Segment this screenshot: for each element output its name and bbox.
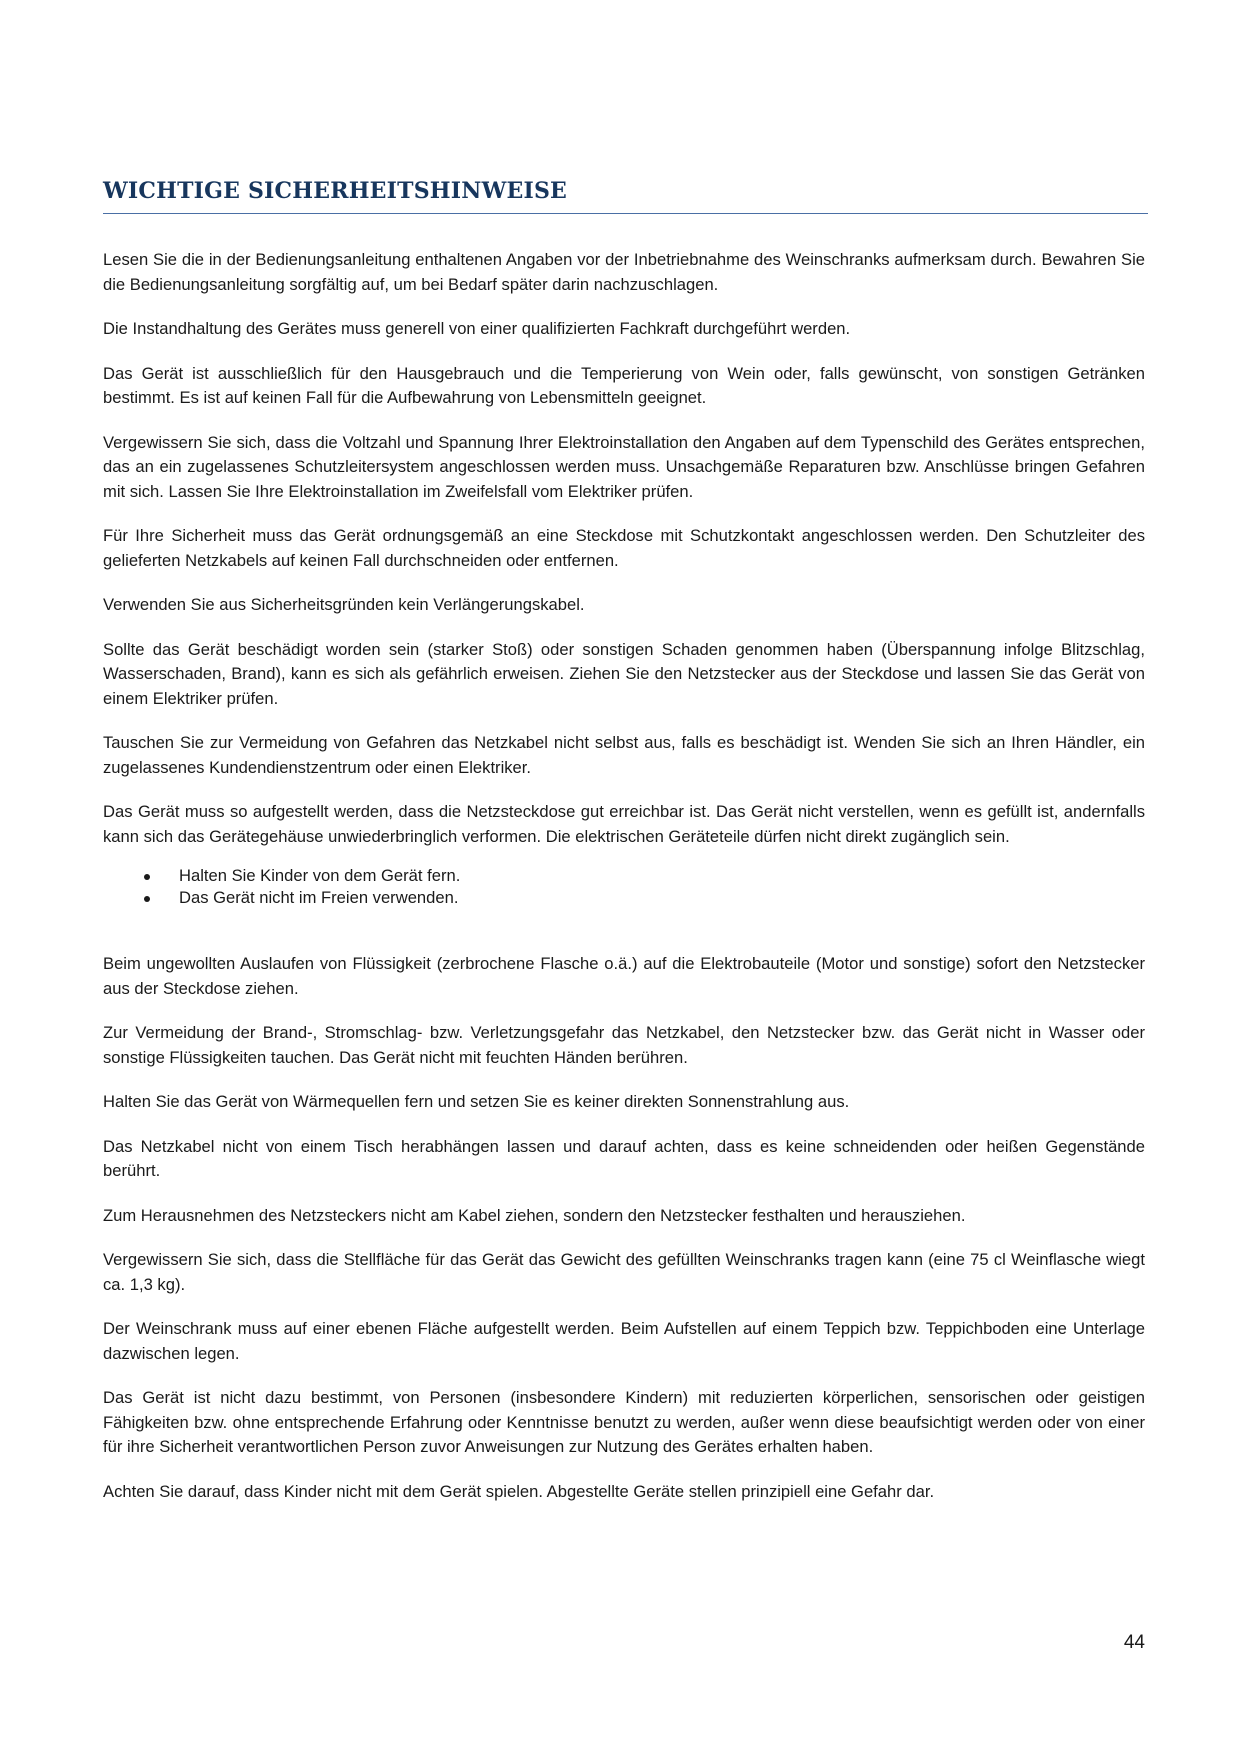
paragraph: Vergewissern Sie sich, dass die Stellfläche für das Gerät das Gewicht des gefüllten Weinschranks tragen kann (eine 75 cl Weinflasche wiegt ca. 1,3 kg). [103, 1250, 1145, 1294]
paragraph: Sollte das Gerät beschädigt worden sein (starker Stoß) oder sonstigen Schaden genommen haben (Überspannung infolge Blitzschlag, Wasserschaden, Brand), kann es sich als gefährlich erweisen. Ziehen Sie den Netzstecker aus der Steckdose und lassen Sie das Gerät von einem Elektriker prüfen. [103, 639, 1145, 708]
paragraph: Zum Herausnehmen des Netzsteckers nicht am Kabel ziehen, sondern den Netzstecker festhalten und herausziehen. [103, 1205, 966, 1225]
paragraph: Die Instandhaltung des Gerätes muss generell von einer qualifizierten Fachkraft durchgeführt werden. [103, 319, 851, 338]
bullet-text: Halten Sie Kinder von dem Gerät fern. [179, 866, 461, 885]
paragraph: Verwenden Sie aus Sicherheitsgründen kein Verlängerungskabel. [103, 595, 585, 614]
paragraph: Lesen Sie die in der Bedienungsanleitung enthaltenen Angaben vor der Inbetriebnahme des Weinschranks aufmerksam durch. Bewahren Sie die Bedienungsanleitung sorgfältig auf, um bei Bedarf später darin nachzuschlagen. [103, 250, 1145, 294]
paragraph: Das Gerät muss so aufgestellt werden, dass die Netzsteckdose gut erreichbar ist. Das Gerät nicht verstellen, wenn es gefüllt ist, andernfalls kann sich das Gerätegehäuse unwiederbringlich verformen. Die elektrischen Geräteteile dürfen nicht direkt zugänglich sein. [103, 802, 1145, 846]
paragraph: Beim ungewollten Auslaufen von Flüssigkeit (zerbrochene Flasche o.ä.) auf die Elektrobauteile (Motor und sonstige) sofort den Netzstecker aus der Steckdose ziehen. [103, 954, 1145, 998]
paragraph: Tauschen Sie zur Vermeidung von Gefahren das Netzkabel nicht selbst aus, falls es beschädigt ist. Wenden Sie sich an Ihren Händler, ein zugelassenes Kundendienstzentrum oder einen Elektriker. [103, 733, 1145, 777]
bullet-text: Das Gerät nicht im Freien verwenden. [179, 888, 459, 907]
page-number: 44 [1123, 1632, 1145, 1653]
paragraph: Zur Vermeidung der Brand-, Stromschlag- bzw. Verletzungsgefahr das Netzkabel, den Netzstecker bzw. das Gerät nicht in Wasser oder sonstige Flüssigkeiten tauchen. Das Gerät nicht mit feuchten Händen berühren. [103, 1023, 1145, 1067]
paragraph: Der Weinschrank muss auf einer ebenen Fläche aufgestellt werden. Beim Aufstellen auf einem Teppich bzw. Teppichboden eine Unterlage dazwischen legen. [103, 1319, 1145, 1363]
bullet-dot-icon [144, 896, 150, 902]
body-text [103, 248, 1145, 1524]
paragraph: Halten Sie das Gerät von Wärmequellen fern und setzen Sie es keiner direkten Sonnenstrahlung aus. [103, 1092, 850, 1111]
paragraph: Das Gerät ist nicht dazu bestimmt, von Personen (insbesondere Kindern) mit reduzierten körperlichen, sensorischen oder geistigen Fähigkeiten bzw. ohne entsprechende Erfahrung oder Kenntnisse benutzt zu werden, außer wenn diese beaufsichtigt werden oder von einer für ihre Sicherheit verantwortlichen Person zuvor Anweisungen zur Nutzung des Gerätes erhalten haben. [103, 1388, 1145, 1456]
bullet-dot-icon [144, 874, 150, 880]
paragraph: Für Ihre Sicherheit muss das Gerät ordnungsgemäß an eine Steckdose mit Schutzkontakt angeschlossen werden. Den Schutzleiter des gelieferten Netzkabels auf keinen Fall durchschneiden oder entfernen. [103, 526, 1145, 570]
paragraph: Vergewissern Sie sich, dass die Voltzahl und Spannung Ihrer Elektroinstallation den Angaben auf dem Typenschild des Gerätes entsprechen, das an ein zugelassenes Schutzleitersystem angeschlossen werden muss. Unsachgemäße Reparaturen bzw. Anschlüsse bringen Gefahren mit sich. Lassen Sie Ihre Elektroinstallation im Zweifelsfall vom Elektriker prüfen. [103, 432, 1145, 501]
paragraph: Das Netzkabel nicht von einem Tisch herabhängen lassen und darauf achten, dass es keine schneidenden oder heißen Gegenstände berührt. [103, 1136, 1145, 1180]
bullet-item [103, 887, 1145, 909]
section-heading-block [103, 178, 1148, 214]
bullet-item [103, 865, 1145, 887]
bullet-list [103, 865, 1145, 909]
section-heading: WICHTIGE SICHERHEITSHINWEISE [103, 178, 568, 204]
paragraph: Achten Sie darauf, dass Kinder nicht mit dem Gerät spielen. Abgestellte Geräte stellen prinzipiell eine Gefahr dar. [103, 1481, 935, 1501]
paragraph: Das Gerät ist ausschließlich für den Hausgebrauch und die Temperierung von Wein oder, falls gewünscht, von sonstigen Getränken bestimmt. Es ist auf keinen Fall für die Aufbewahrung von Lebensmitteln geeignet. [103, 363, 1145, 407]
